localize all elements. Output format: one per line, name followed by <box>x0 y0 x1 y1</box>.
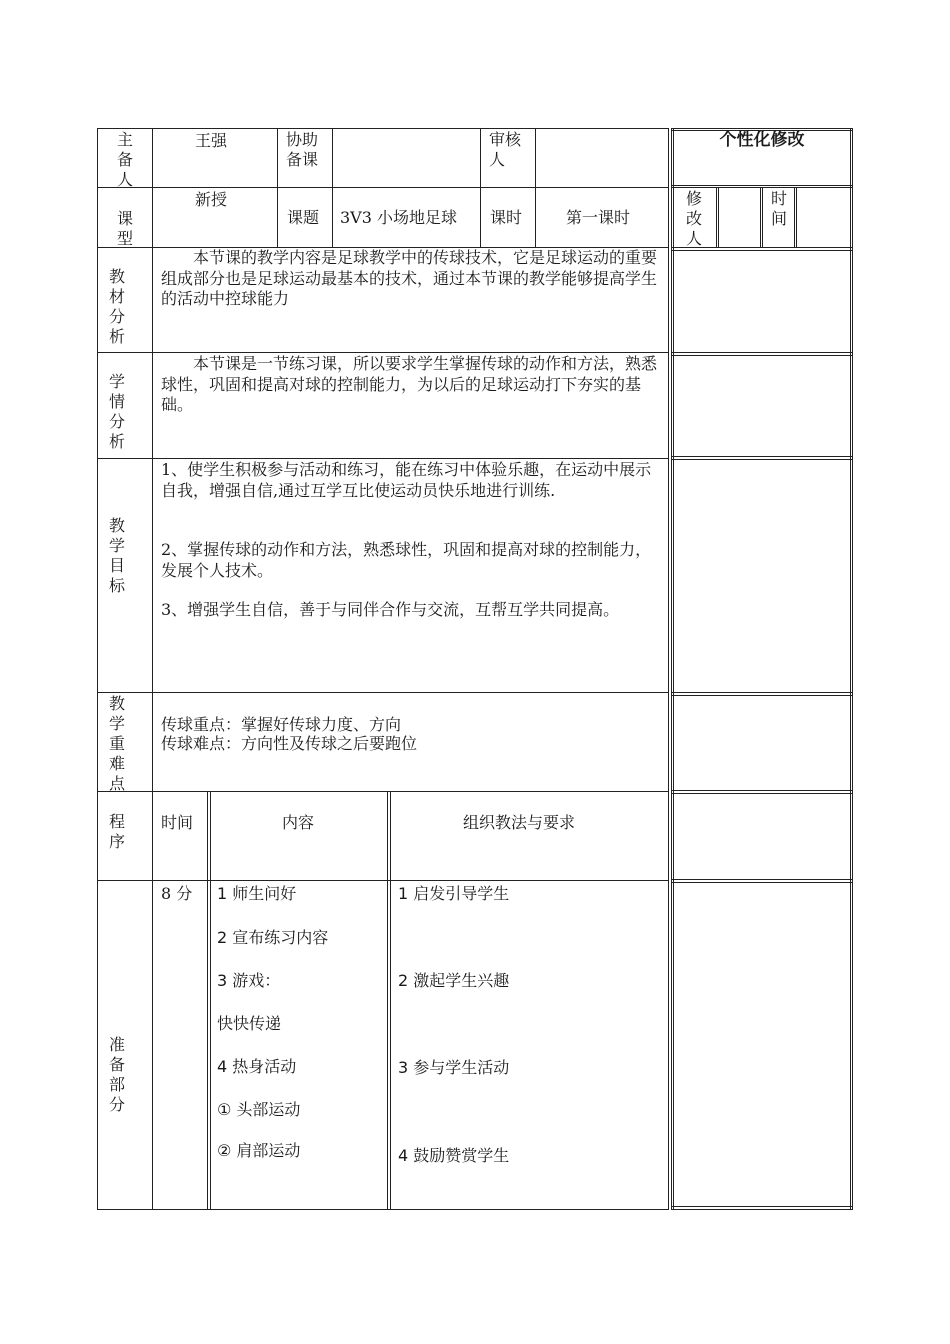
table-border <box>671 692 853 693</box>
student-analysis-text: 本节课是一节练习课，所以要求学生掌握传球的动作和方法，熟悉球性，巩固和提高对球的控制能力，为以后的足球运动打下夯实的基础。 <box>161 354 658 414</box>
material-analysis-label: 教 材 分 析 <box>108 267 125 346</box>
table-border <box>97 692 669 693</box>
table-border <box>97 880 669 881</box>
prep-content-item: 1 师生问好 <box>217 884 297 903</box>
prep-method-item: 3 参与学生活动 <box>398 1058 510 1077</box>
key-points-label: 教 学 重 难 点 <box>108 694 125 793</box>
table-border <box>671 879 853 880</box>
prep-content-item: 3 游戏： <box>217 971 281 990</box>
table-border <box>97 458 669 459</box>
prep-time: 8 分 <box>161 884 193 903</box>
table-border <box>671 355 853 356</box>
teaching-goals-label: 教 学 目 标 <box>108 516 125 595</box>
prep-content-item: 2 宣布练习内容 <box>217 928 329 947</box>
table-border <box>387 791 388 1210</box>
lead-label: 主 备 人 <box>116 130 133 189</box>
prep-method-item: 2 激起学生兴趣 <box>398 971 510 990</box>
table-border <box>671 793 853 794</box>
goal-item: 3、增强学生自信，善于与同伴合作与交流，互帮互学共同提高。 <box>161 600 620 619</box>
table-border <box>207 791 208 1210</box>
content-header: 内容 <box>282 813 315 832</box>
table-border <box>671 128 672 1210</box>
table-border <box>97 1209 669 1210</box>
prep-content-item: 快快传递 <box>217 1014 282 1033</box>
table-border <box>850 128 851 1210</box>
time-label: 时 间 <box>770 189 787 228</box>
key-point: 传球重点：掌握好传球力度、方向 <box>161 715 402 734</box>
table-border <box>671 695 853 696</box>
assist-label: 协助 备课 <box>286 130 319 169</box>
goal-item: 1、使学生积极参与活动和练习，能在练习中体验乐趣，在运动中展示自我，增强自信,通过互学互比使运动员快乐地进行训练. <box>161 460 652 500</box>
prep-content-item: 4 热身活动 <box>217 1057 297 1076</box>
table-border <box>152 128 153 1210</box>
personal-edit-title: 个性化修改 <box>719 130 805 150</box>
table-border <box>671 882 853 883</box>
table-border <box>762 188 763 248</box>
table-border <box>671 456 853 457</box>
table-border <box>760 188 761 248</box>
method-header: 组织教法与要求 <box>463 813 576 832</box>
table-border <box>480 128 481 248</box>
table-border <box>671 1206 853 1207</box>
topic-label: 课题 <box>287 208 320 227</box>
table-border <box>671 1209 853 1210</box>
table-border <box>671 459 853 460</box>
modifier-label: 修 改 人 <box>685 189 702 248</box>
period-label: 课时 <box>490 208 523 227</box>
material-analysis-text: 本节课的教学内容是足球教学中的传球技术，它是足球运动的重要组成部分也是足球运动最基本的技术，通过本节课的教学能够提高学生的活动中控球能力 <box>161 248 658 308</box>
prep-section-label: 准 备 部 分 <box>108 1035 125 1114</box>
table-border <box>97 187 669 188</box>
prep-content-item: ② 肩部运动 <box>217 1141 301 1160</box>
student-analysis-label: 学 情 分 析 <box>108 372 125 451</box>
table-border <box>718 188 719 248</box>
table-border <box>97 128 98 1210</box>
prep-content-item: ① 头部运动 <box>217 1100 301 1119</box>
table-border <box>794 188 795 248</box>
table-border <box>671 128 853 129</box>
table-border <box>390 791 391 1210</box>
prep-method-item: 1 启发引导学生 <box>398 884 510 903</box>
table-border <box>332 128 333 248</box>
period-value: 第一课时 <box>566 208 631 227</box>
table-border <box>535 128 536 248</box>
review-label: 审核 人 <box>489 130 522 169</box>
lead-value: 王强 <box>195 131 228 150</box>
table-border <box>671 352 853 353</box>
step-header: 程 序 <box>108 812 125 851</box>
table-border <box>97 128 669 129</box>
topic-value: 3V3 小场地足球 <box>340 208 458 227</box>
table-border <box>671 250 853 251</box>
type-value: 新授 <box>195 190 228 209</box>
goal-item: 2、掌握传球的动作和方法，熟悉球性，巩固和提高对球的控制能力，发展个人技术。 <box>161 540 652 580</box>
table-border <box>671 790 853 791</box>
table-border <box>277 128 278 248</box>
table-border <box>210 791 211 1210</box>
table-border <box>852 128 853 1210</box>
table-border <box>97 791 669 792</box>
table-border <box>796 188 797 248</box>
table-border <box>716 188 717 248</box>
table-border <box>673 128 674 1210</box>
table-border <box>671 185 853 186</box>
type-label: 课 型 <box>116 209 133 248</box>
table-border <box>97 352 669 353</box>
prep-method-item: 4 鼓励赞赏学生 <box>398 1146 510 1165</box>
table-border <box>668 128 669 1210</box>
difficult-point: 传球难点：方向性及传球之后要跑位 <box>161 734 418 753</box>
time-header: 时间 <box>161 813 194 832</box>
